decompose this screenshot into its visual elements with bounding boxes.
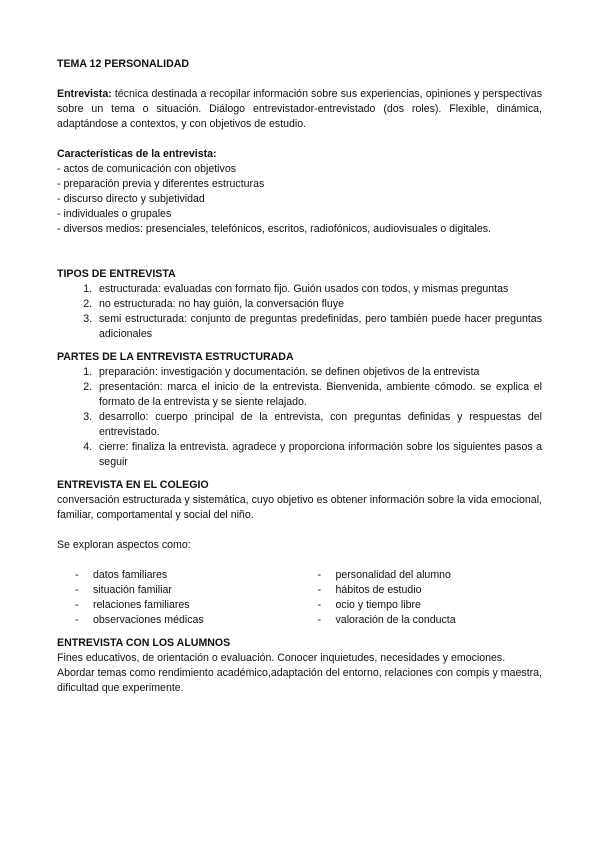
- colegio-text: conversación estructurada y sistemática, cuyo objetivo es obtener información sobre la vida emocional, familiar, comportamental y social del niño.: [57, 494, 542, 521]
- list-item: - hábitos de estudio: [300, 583, 543, 598]
- alumnos-heading: ENTREVISTA CON LOS ALUMNOS: [57, 637, 231, 649]
- list-item: - personalidad del alumno: [300, 568, 543, 583]
- list-item: 1. preparación: investigación y documentación. se definen objetivos de la entrevista: [95, 365, 542, 380]
- list-item: 1. estructurada: evaluadas con formato fijo. Guión usados con todos, y mismas preguntas: [95, 282, 542, 297]
- intro-paragraph: [57, 87, 542, 132]
- list-item: 3. desarrollo: cuerpo principal de la entrevista, con preguntas definidas y respuestas del entrevistado.: [95, 410, 542, 440]
- list-item: - valoración de la conducta: [300, 613, 543, 628]
- aspects-left-column: [57, 568, 300, 628]
- aspects-grid: [57, 568, 542, 628]
- caracteristicas-list: [57, 162, 542, 237]
- list-item: - actos de comunicación con objetivos: [57, 163, 237, 175]
- document-content: [57, 57, 542, 696]
- alumnos-line-1: Fines educativos, de orientación o evaluación. Conocer inquietudes, necesidades y emociones.: [57, 652, 506, 664]
- list-item: - relaciones familiares: [57, 598, 300, 613]
- alumnos-line-2: Abordar temas como rendimiento académico,adaptación del entorno, relaciones con compis y maestra, dificultad que experimente.: [57, 667, 542, 694]
- intro-text: técnica destinada a recopilar información sobre sus experiencias, opiniones y perspectivas sobre un tema o situación. Diálogo entrevistador-entrevistado (dos roles). Flexible, dinámica, adaptándose a contextos, y con objetivos de estudio.: [57, 88, 542, 130]
- tipos-heading: TIPOS DE ENTREVISTA: [57, 268, 176, 280]
- tipos-list: [57, 282, 542, 342]
- intro-term: Entrevista:: [57, 88, 112, 100]
- list-item: - preparación previa y diferentes estructuras: [57, 178, 265, 190]
- colegio-explore: Se exploran aspectos como:: [57, 539, 191, 551]
- list-item: 3. semi estructurada: conjunto de preguntas predefinidas, pero también puede hacer preguntas adicionales: [95, 312, 542, 342]
- list-item: - situación familiar: [57, 583, 300, 598]
- list-item: - individuales o grupales: [57, 208, 172, 220]
- list-item: - observaciones médicas: [57, 613, 300, 628]
- aspects-right-column: [300, 568, 543, 628]
- list-item: 4. cierre: finaliza la entrevista. agradece y proporciona información sobre los siguientes pasos a seguir: [95, 440, 542, 470]
- partes-heading: PARTES DE LA ENTREVISTA ESTRUCTURADA: [57, 351, 294, 363]
- list-item: 2. no estructurada: no hay guión, la conversación fluye: [95, 297, 542, 312]
- list-item: - ocio y tiempo libre: [300, 598, 543, 613]
- list-item: 2. presentación: marca el inicio de la entrevista. Bienvenida, ambiente cómodo. se explica el formato de la entrevista y se siente relajado.: [95, 380, 542, 410]
- list-item: - discurso directo y subjetividad: [57, 193, 205, 205]
- list-item: - datos familiares: [57, 568, 300, 583]
- list-item: - diversos medios: presenciales, telefónicos, escritos, radiofónicos, audiovisuales o digitales.: [57, 223, 491, 235]
- page-title: TEMA 12 PERSONALIDAD: [57, 58, 190, 70]
- colegio-heading: ENTREVISTA EN EL COLEGIO: [57, 479, 209, 491]
- caracteristicas-heading: Características de la entrevista:: [57, 148, 217, 160]
- partes-list: [57, 365, 542, 470]
